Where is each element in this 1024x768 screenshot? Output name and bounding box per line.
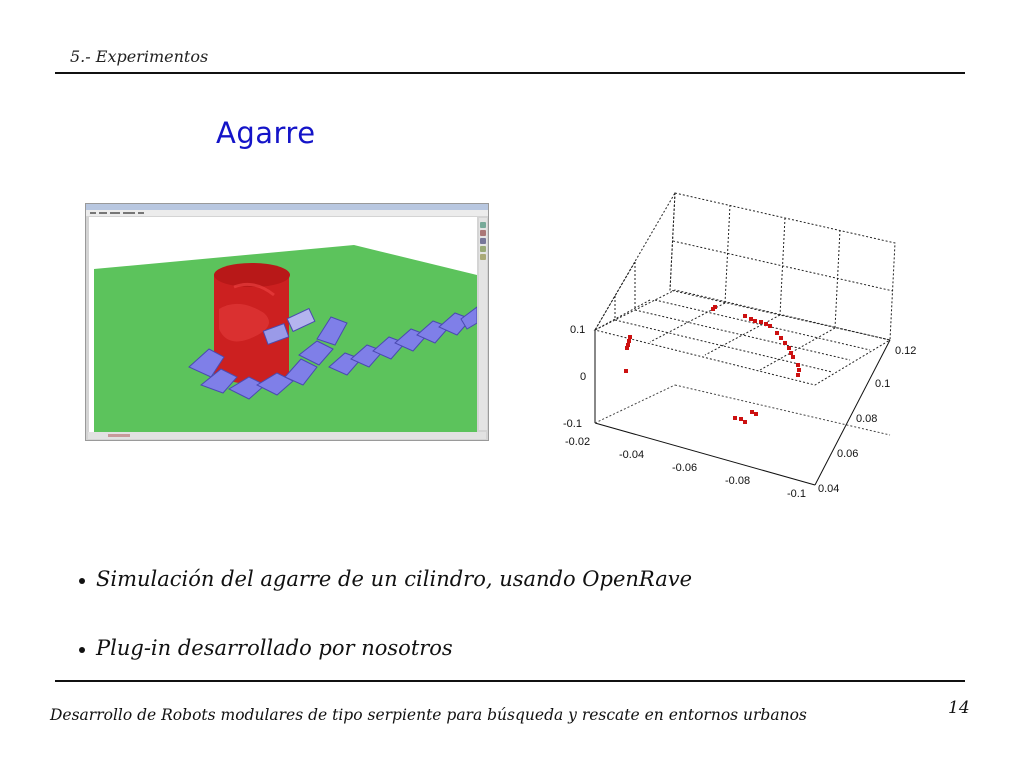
bullet-item [76,629,692,698]
footer-divider [55,680,965,682]
section-label: 5.- Experimentos [70,47,209,66]
simulation-viewport [89,217,477,434]
footer-text: Desarrollo de Robots modulares de tipo serpiente para búsqueda y rescate en entornos urbanos [50,706,807,724]
data-point [739,417,743,421]
data-point [733,416,737,420]
data-point [754,412,758,416]
data-point [797,368,801,372]
data-point [764,322,768,326]
status-bar [88,432,486,439]
data-point [750,410,754,414]
data-point [775,331,779,335]
data-point [749,317,753,321]
z-tick-label: 0 [580,371,587,383]
toolbar-icon [480,254,486,260]
data-points [624,305,801,424]
header-divider [55,72,965,74]
y-tick-label: 0.06 [837,448,859,460]
data-point [625,346,629,350]
window-menubar [86,210,488,216]
bullet-list [76,560,692,698]
slide-title: Agarre [216,116,316,150]
x-tick-label: -0.06 [672,462,698,474]
bullet-icon [79,647,85,653]
x-tick-label: -0.04 [619,449,645,461]
toolbar-icon [480,222,486,228]
data-point [783,341,787,345]
data-point [743,314,747,318]
data-point [624,369,628,373]
bullet-item [76,560,692,629]
data-point [796,373,800,377]
page-number: 14 [948,698,970,718]
x-tick-label: -0.1 [787,488,806,500]
data-point [789,351,793,355]
data-point [743,420,747,424]
data-point [753,319,757,323]
plot-box [595,193,895,423]
x-tick-label: -0.02 [565,436,591,448]
simulation-screenshot [85,203,489,441]
data-point [628,335,632,339]
y-tick-label: 0.1 [875,378,891,390]
viewer-toolbar [479,218,487,430]
scatter-3d-chart [555,185,925,505]
data-point [711,307,715,311]
data-point [779,336,783,340]
tick-labels [563,324,916,500]
z-tick-label: -0.1 [563,418,582,430]
data-point [627,339,631,343]
y-tick-label: 0.12 [895,345,917,357]
data-point [796,363,800,367]
z-tick-label: 0.1 [570,324,586,336]
data-point [768,324,772,328]
bullet-icon [79,578,85,584]
simulation-scene [89,217,477,434]
y-axis [815,340,890,485]
data-point [787,346,791,350]
data-point [791,355,795,359]
data-point [759,320,763,324]
y-tick-label: 0.08 [856,413,878,425]
bullet-text: Simulación del agarre de un cilindro, usando OpenRave [96,567,693,591]
plot-axes [595,330,890,485]
bullet-text: Plug-in desarrollado por nosotros [96,636,453,660]
toolbar-icon [480,238,486,244]
toolbar-icon [480,230,486,236]
x-tick-label: -0.08 [725,475,751,487]
toolbar-icon [480,246,486,252]
y-tick-label: 0.04 [818,483,840,495]
